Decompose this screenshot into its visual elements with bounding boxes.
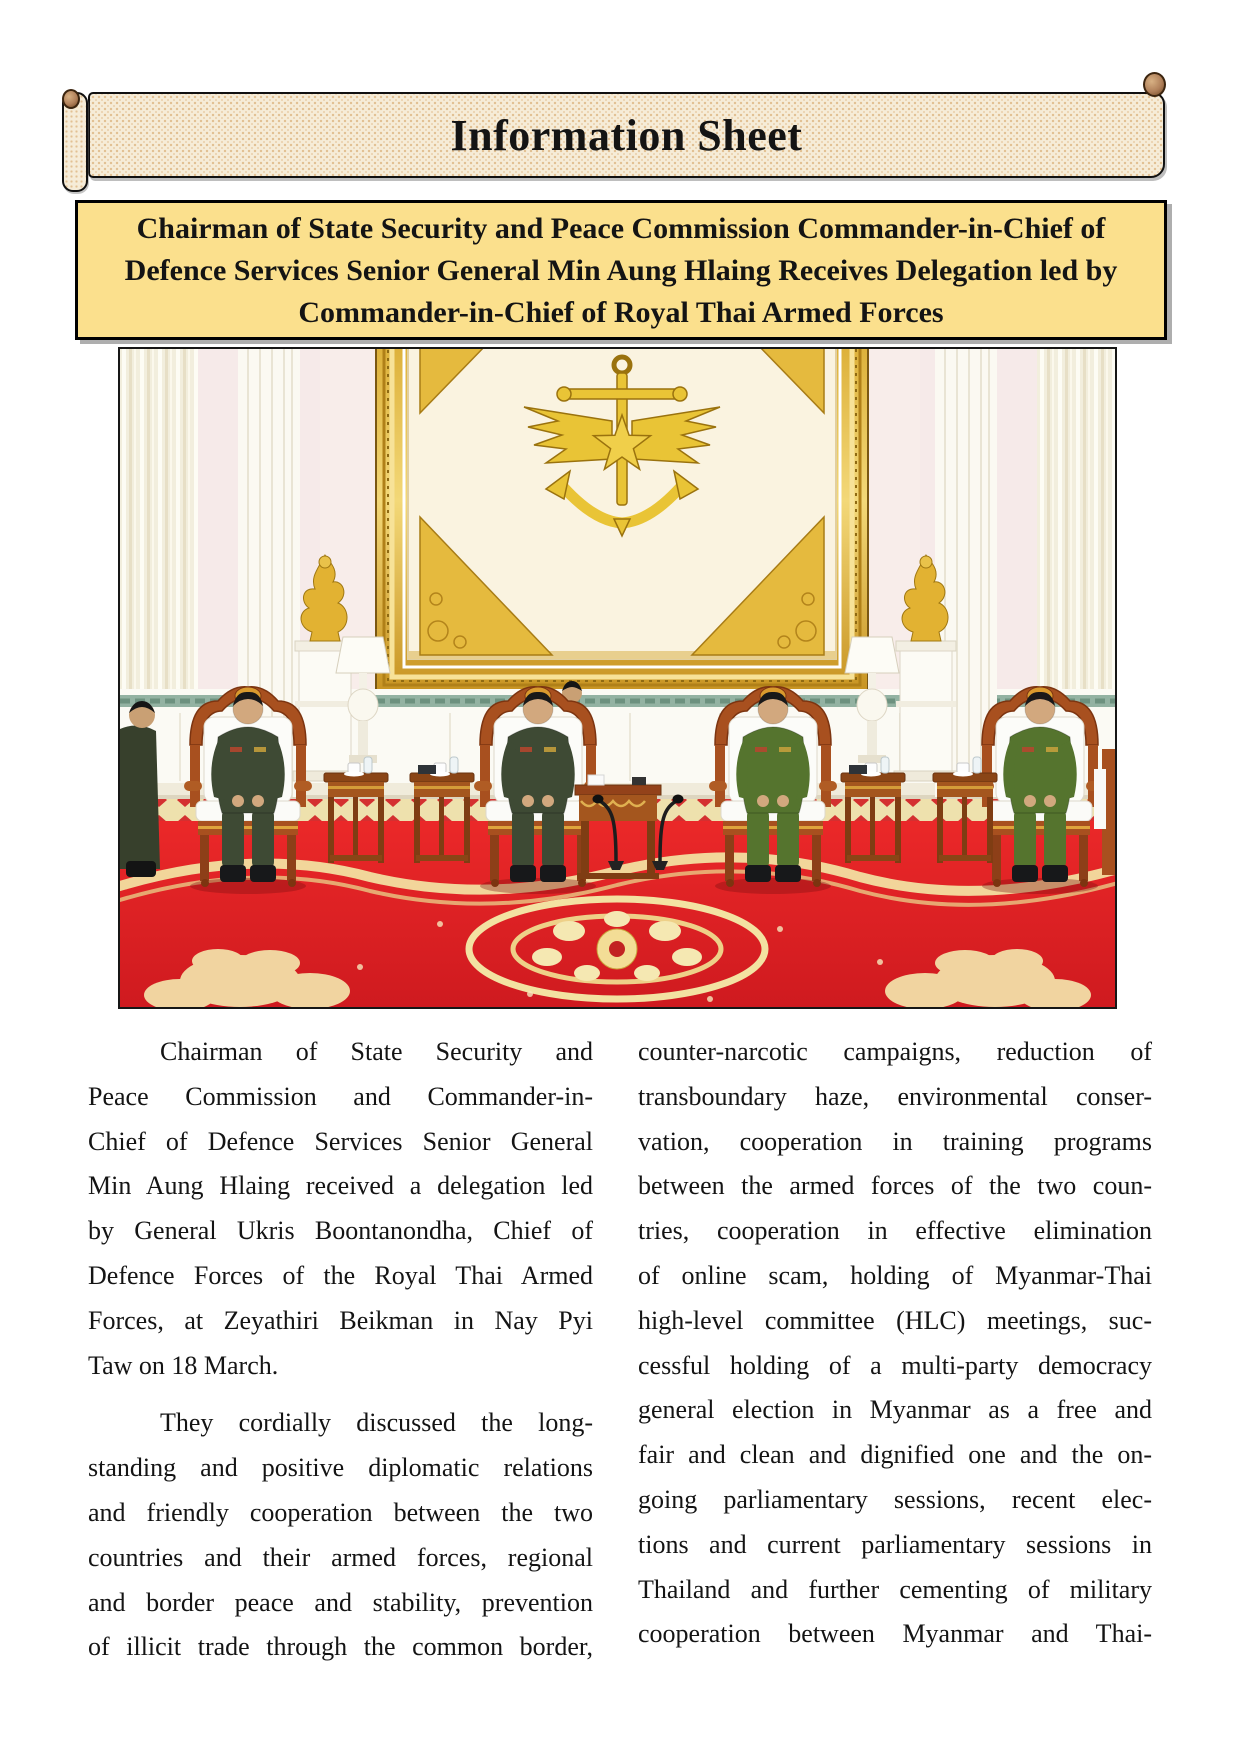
meeting-photo bbox=[118, 347, 1117, 1009]
text-line: Taw on 18 March. bbox=[88, 1350, 279, 1380]
headline-line-1: Chairman of State Security and Peace Commission Commander-in-Chief of bbox=[136, 212, 1106, 245]
text-line: counter-narcotic campaigns, reduction of bbox=[638, 1037, 1152, 1066]
text-line: and border peace and stability, prevention bbox=[88, 1587, 593, 1617]
text-line: high-level committee (HLC) meetings, suc- bbox=[638, 1305, 1152, 1335]
scroll-curl-right-icon bbox=[1143, 72, 1166, 97]
article-column-right bbox=[638, 1030, 1152, 1670]
text-line: Forces, at Zeyathiri Beikman in Nay Pyi bbox=[88, 1305, 593, 1335]
text-line: tries, cooperation in effective elimination bbox=[638, 1216, 1152, 1246]
headline-box bbox=[75, 200, 1167, 340]
headline-line-2: Defence Services Senior General Min Aung Hlaing Receives Delegation led by bbox=[124, 254, 1118, 287]
text-line: Min Aung Hlaing received a delegation led bbox=[88, 1171, 593, 1201]
text-line: cessful holding of a multi-party democracy bbox=[638, 1350, 1152, 1380]
text-line: and friendly cooperation between the two bbox=[88, 1497, 593, 1527]
text-line: Chairman of State Security and bbox=[160, 1037, 593, 1066]
text-line: transboundary haze, environmental conser- bbox=[638, 1081, 1152, 1111]
article-column-left bbox=[88, 1030, 593, 1670]
text-line: fair and clean and dignified one and the on- bbox=[638, 1440, 1152, 1470]
text-line: Chief of Defence Services Senior General bbox=[88, 1126, 593, 1156]
text-line: Thailand and further cementing of military bbox=[638, 1574, 1152, 1604]
text-line: standing and positive diplomatic relations bbox=[88, 1453, 593, 1483]
scroll-banner bbox=[88, 92, 1165, 178]
scroll-curl-left-icon bbox=[62, 89, 80, 109]
text-line: of online scam, holding of Myanmar-Thai bbox=[638, 1260, 1152, 1290]
text-line: vation, cooperation in training programs bbox=[638, 1126, 1152, 1156]
text-line: going parliamentary sessions, recent elec- bbox=[638, 1484, 1152, 1514]
text-line: by General Ukris Boontanondha, Chief of bbox=[88, 1216, 593, 1246]
page-title: Information Sheet bbox=[450, 110, 803, 160]
text-line: between the armed forces of the two coun- bbox=[638, 1171, 1152, 1201]
text-line: They cordially discussed the long- bbox=[160, 1408, 593, 1438]
text-line: general election in Myanmar as a free and bbox=[638, 1395, 1152, 1425]
meeting-photo-illustration bbox=[120, 349, 1115, 1007]
text-line: countries and their armed forces, regional bbox=[88, 1542, 593, 1572]
article-body bbox=[88, 1030, 1152, 1670]
headline-line-3: Commander-in-Chief of Royal Thai Armed Forces bbox=[298, 296, 944, 329]
text-line: tions and current parliamentary sessions in bbox=[638, 1529, 1152, 1559]
text-line: cooperation between Myanmar and Thai- bbox=[638, 1619, 1152, 1649]
text-line: Defence Forces of the Royal Thai Armed bbox=[88, 1260, 593, 1290]
text-line: of illicit trade through the common border, bbox=[88, 1632, 593, 1662]
text-line: Peace Commission and Commander-in- bbox=[88, 1081, 593, 1111]
